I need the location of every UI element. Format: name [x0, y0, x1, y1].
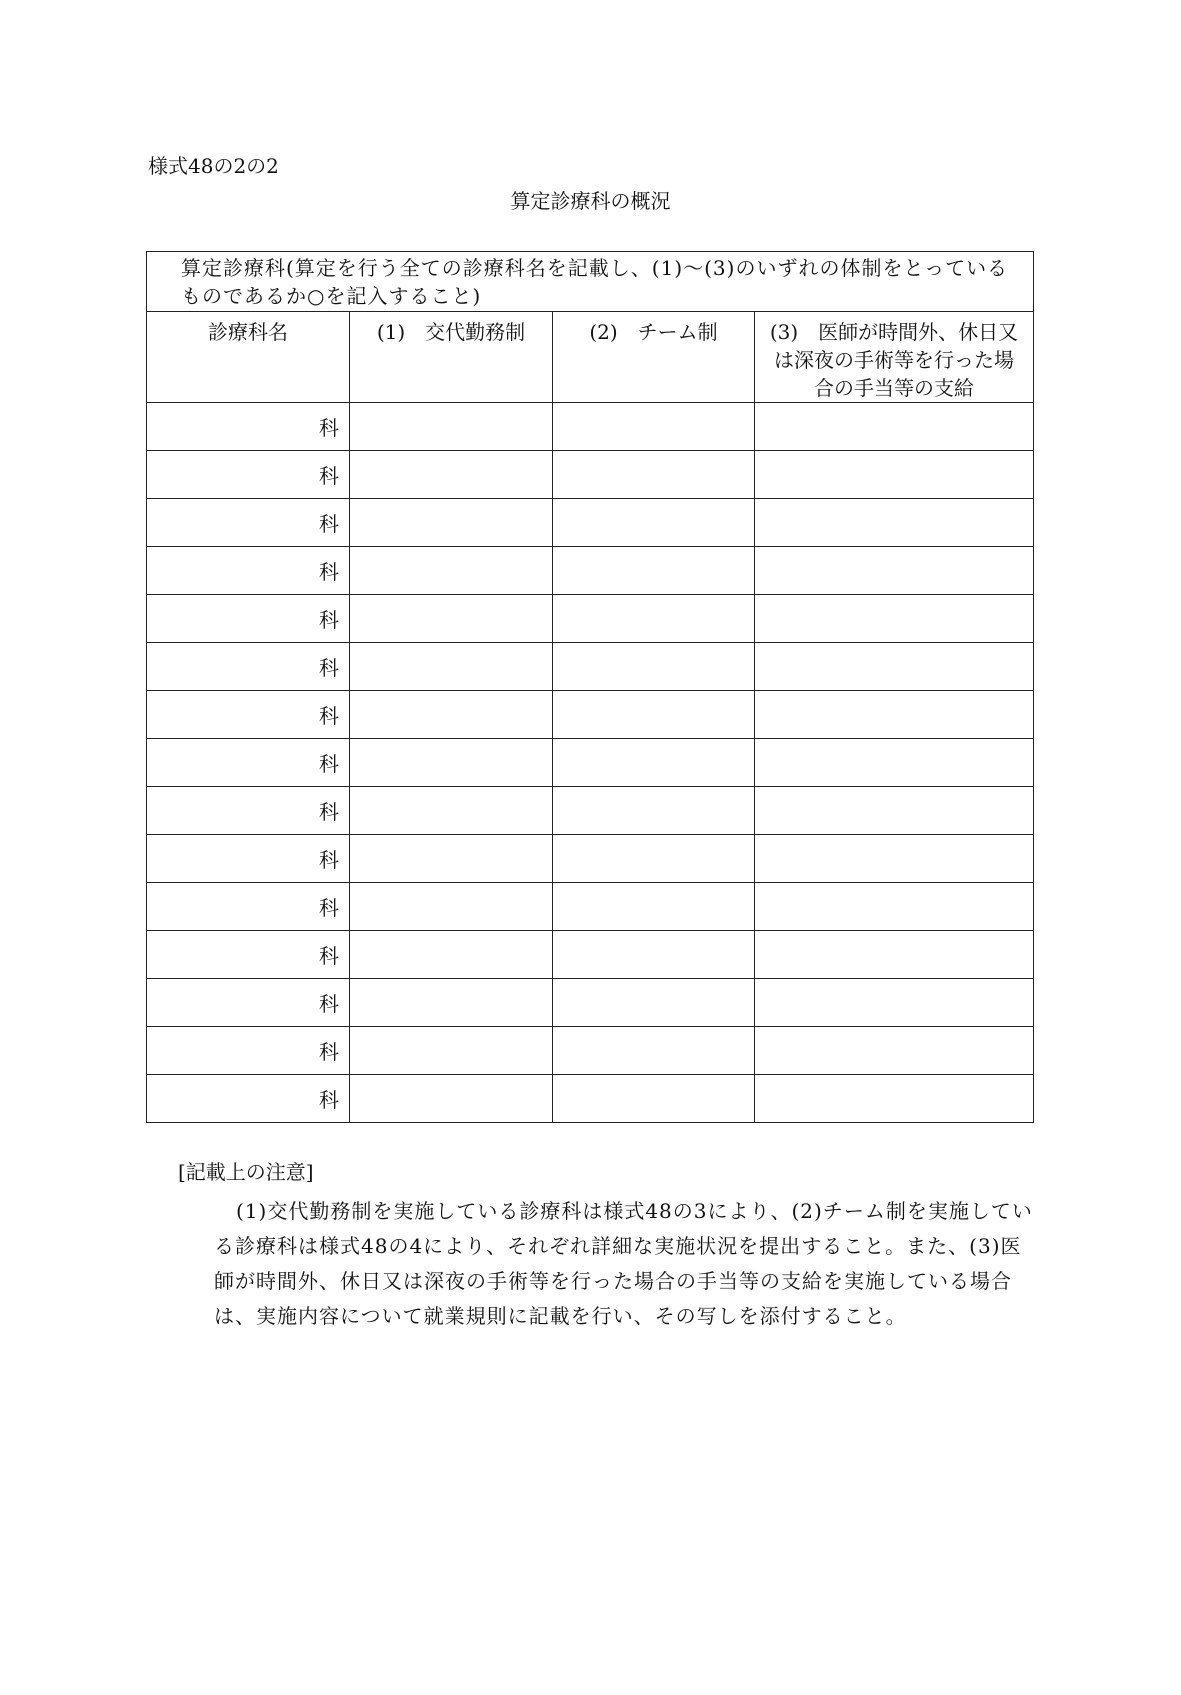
team-system-cell[interactable] — [553, 451, 755, 499]
allowance-cell[interactable] — [755, 643, 1034, 691]
allowance-cell[interactable] — [755, 931, 1034, 979]
team-system-cell[interactable] — [553, 931, 755, 979]
form-number: 様式48の2の2 — [148, 154, 279, 178]
team-system-cell[interactable] — [553, 499, 755, 547]
allowance-cell[interactable] — [755, 451, 1034, 499]
shift-system-cell[interactable] — [350, 499, 553, 547]
team-system-cell[interactable] — [553, 403, 755, 451]
table-row — [147, 883, 1034, 931]
department-name-cell[interactable]: 科 — [147, 643, 350, 691]
department-name-cell[interactable]: 科 — [147, 547, 350, 595]
department-name-cell[interactable]: 科 — [147, 1075, 350, 1123]
shift-system-cell[interactable] — [350, 691, 553, 739]
table-row — [147, 1075, 1034, 1123]
team-system-cell[interactable] — [553, 547, 755, 595]
allowance-cell[interactable] — [755, 835, 1034, 883]
header-team-system: (2) チーム制 — [553, 312, 755, 403]
department-name-cell[interactable]: 科 — [147, 499, 350, 547]
team-system-cell[interactable] — [553, 835, 755, 883]
allowance-cell[interactable] — [755, 979, 1034, 1027]
header-department-name: 診療科名 — [147, 312, 350, 403]
shift-system-cell[interactable] — [350, 979, 553, 1027]
table-row — [147, 835, 1034, 883]
allowance-cell[interactable] — [755, 499, 1034, 547]
department-name-cell[interactable]: 科 — [147, 931, 350, 979]
allowance-cell[interactable] — [755, 787, 1034, 835]
shift-system-cell[interactable] — [350, 787, 553, 835]
shift-system-cell[interactable] — [350, 1075, 553, 1123]
team-system-cell[interactable] — [553, 739, 755, 787]
shift-system-cell[interactable] — [350, 739, 553, 787]
allowance-cell[interactable] — [755, 691, 1034, 739]
department-name-cell[interactable]: 科 — [147, 691, 350, 739]
document-title: 算定診療科の概況 — [510, 189, 671, 213]
shift-system-cell[interactable] — [350, 1027, 553, 1075]
allowance-cell[interactable] — [755, 1075, 1034, 1123]
department-name-cell[interactable]: 科 — [147, 595, 350, 643]
shift-system-cell[interactable] — [350, 595, 553, 643]
intro-row — [147, 252, 1034, 312]
team-system-cell[interactable] — [553, 1027, 755, 1075]
table-row — [147, 643, 1034, 691]
department-name-cell[interactable]: 科 — [147, 787, 350, 835]
department-name-cell[interactable]: 科 — [147, 883, 350, 931]
shift-system-cell[interactable] — [350, 883, 553, 931]
department-name-cell[interactable]: 科 — [147, 451, 350, 499]
table-row — [147, 691, 1034, 739]
allowance-cell[interactable] — [755, 547, 1034, 595]
table-row — [147, 499, 1034, 547]
notes-body: (1)交代勤務制を実施している診療科は様式48の3により、(2)チーム制を実施している診療科は様式48の4により、それぞれ詳細な実施状況を提出すること。また、(3)医師が時間外、休日又は深夜の手術等を行った場合の手当等の支給を実施している場合は、実施内容について就業規則に記載を行い、その写しを添付すること。 — [214, 1199, 1033, 1328]
allowance-cell[interactable] — [755, 883, 1034, 931]
department-name-cell[interactable]: 科 — [147, 979, 350, 1027]
shift-system-cell[interactable] — [350, 835, 553, 883]
table-row — [147, 451, 1034, 499]
table-row — [147, 1027, 1034, 1075]
allowance-cell[interactable] — [755, 739, 1034, 787]
allowance-cell[interactable] — [755, 403, 1034, 451]
table-row — [147, 595, 1034, 643]
table-row — [147, 403, 1034, 451]
table-row — [147, 931, 1034, 979]
shift-system-cell[interactable] — [350, 547, 553, 595]
team-system-cell[interactable] — [553, 1075, 755, 1123]
team-system-cell[interactable] — [553, 787, 755, 835]
allowance-cell[interactable] — [755, 595, 1034, 643]
shift-system-cell[interactable] — [350, 931, 553, 979]
department-overview-table — [146, 251, 1034, 1123]
shift-system-cell[interactable] — [350, 451, 553, 499]
department-name-cell[interactable]: 科 — [147, 403, 350, 451]
header-allowance: (3) 医師が時間外、休日又は深夜の手術等を行った場合の手当等の支給 — [755, 312, 1034, 403]
team-system-cell[interactable] — [553, 691, 755, 739]
notes-heading: [記載上の注意] — [178, 1160, 314, 1184]
team-system-cell[interactable] — [553, 883, 755, 931]
table-row — [147, 787, 1034, 835]
header-row — [147, 312, 1034, 403]
table-row — [147, 547, 1034, 595]
team-system-cell[interactable] — [553, 643, 755, 691]
shift-system-cell[interactable] — [350, 643, 553, 691]
table-row — [147, 739, 1034, 787]
shift-system-cell[interactable] — [350, 403, 553, 451]
table-row — [147, 979, 1034, 1027]
department-name-cell[interactable]: 科 — [147, 1027, 350, 1075]
table-intro: 算定診療科(算定を行う全ての診療科名を記載し、(1)～(3)のいずれの体制をとっているものであるか○を記入すること) — [147, 252, 1034, 312]
team-system-cell[interactable] — [553, 595, 755, 643]
department-name-cell[interactable]: 科 — [147, 739, 350, 787]
header-shift-system: (1) 交代勤務制 — [350, 312, 553, 403]
team-system-cell[interactable] — [553, 979, 755, 1027]
department-name-cell[interactable]: 科 — [147, 835, 350, 883]
allowance-cell[interactable] — [755, 1027, 1034, 1075]
